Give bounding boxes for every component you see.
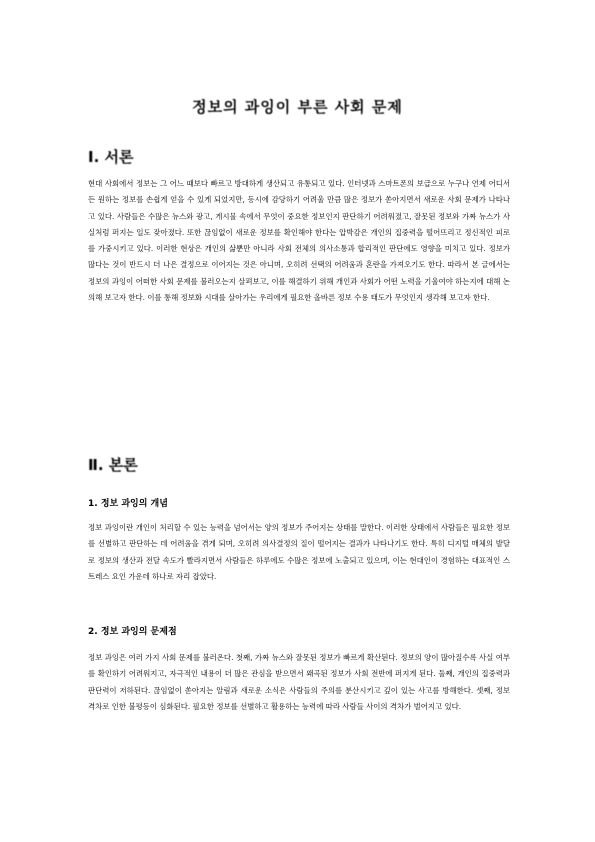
introduction-paragraph: 현대 사회에서 정보는 그 어느 때보다 빠르고 방대하게 생산되고 유통되고 있다. 인터넷과 스마트폰의 보급으로 누구나 언제 어디서든 원하는 정보를 손쉽게 얻을 수 있게 되었지만, 동시에 감당하기 어려울 만큼 많은 정보가 쏟아지면서 새로운 사회 문제가 나타나고 있다. 사람들은 수많은 뉴스와 광고, 게시물 속에서 무엇이 중요한 정보인지 판단하기 어려워졌고, 잘못된 정보와 가짜 뉴스가 사실처럼 퍼지는 일도 잦아졌다. 또한 끊임없이 새로운 정보를 확인해야 한다는 압박감은 개인의 집중력을 떨어뜨리고 정신적인 피로를 가중시키고 있다. 이러한 현상은 개인의 삶뿐만 아니라 사회 전체의 의사소통과 합리적인 판단에도 영향을 미치고 있다. 정보가 많다는 것이 반드시 더 나은 결정으로 이어지는 것은 아니며, 오히려 선택의 어려움과 혼란을 가져오기도 한다. 따라서 본 글에서는 정보의 과잉이 어떠한 사회 문제를 불러오는지 살펴보고, 이를 해결하기 위해 개인과 사회가 어떤 노력을 기울여야 하는지에 대해 논의해 보고자 한다. 이를 통해 정보화 시대를 살아가는 우리에게 필요한 올바른 정보 수용 태도가 무엇인지 생각해 보고자 한다.	[88, 179, 510, 303]
subsection-heading-2: 2. 정보 과잉의 문제점	[88, 627, 177, 637]
subsection-1-paragraph: 정보 과잉이란 개인이 처리할 수 있는 능력을 넘어서는 양의 정보가 주어지는 상태를 말한다. 이러한 상태에서 사람들은 필요한 정보를 선별하고 판단하는 데 어려움을 겪게 되며, 오히려 의사결정의 질이 떨어지는 결과가 나타나기도 한다. 특히 디지털 매체의 발달로 정보의 생산과 전달 속도가 빨라지면서 사람들은 하루에도 수많은 정보에 노출되고 있으며, 이는 현대인이 경험하는 대표적인 스트레스 요인 가운데 하나로 자리 잡았다.	[88, 523, 510, 581]
section-heading-body: Ⅱ. 본론	[88, 456, 138, 474]
document-title: 정보의 과잉이 부른 사회 문제	[192, 98, 403, 116]
section-heading-introduction: Ⅰ. 서론	[88, 148, 134, 166]
subsection-heading-1: 1. 정보 과잉의 개념	[88, 499, 168, 509]
subsection-2-paragraph: 정보 과잉은 여러 가지 사회 문제를 불러온다. 첫째, 가짜 뉴스와 잘못된 정보가 빠르게 확산된다. 정보의 양이 많아질수록 사실 여부를 확인하기 어려워지고, 자극적인 내용이 더 많은 관심을 받으면서 왜곡된 정보가 사회 전반에 퍼지게 된다. 둘째, 개인의 집중력과 판단력이 저하된다. 끊임없이 쏟아지는 알림과 새로운 소식은 사람들의 주의를 분산시키고 깊이 있는 사고를 방해한다. 셋째, 정보 격차로 인한 불평등이 심화된다. 필요한 정보를 선별하고 활용하는 능력에 따라 사람들 사이의 격차가 벌어지고 있다.	[88, 653, 510, 711]
